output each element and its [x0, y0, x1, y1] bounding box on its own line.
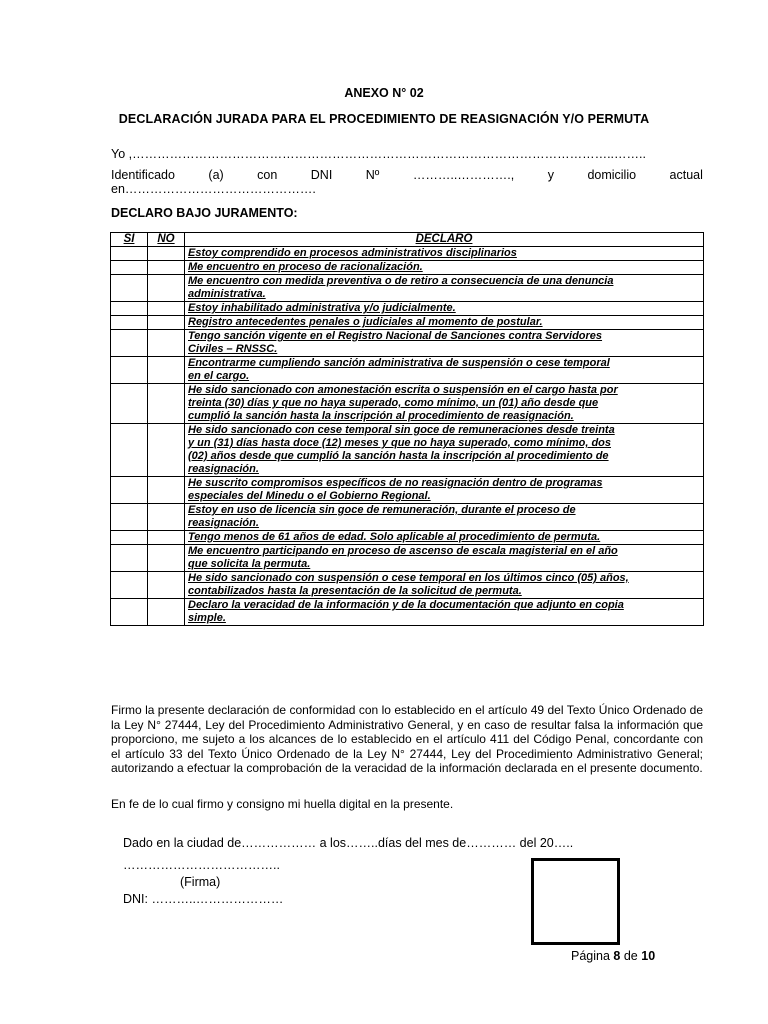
declaration-line: Me encuentro participando en proceso de ascenso de escala magisterial en el año	[188, 545, 618, 557]
identificado-word: domicilio	[587, 168, 637, 182]
declaration-line: en el cargo.	[188, 370, 250, 382]
no-checkbox-cell[interactable]	[148, 384, 185, 424]
declaration-text	[185, 504, 704, 531]
dni-line: DNI: ………..…………………	[123, 892, 284, 906]
declaration-line: Registro antecedentes penales o judiciales al momento de postular.	[188, 316, 543, 328]
no-checkbox-cell[interactable]	[148, 330, 185, 357]
declaration-line: Declaro la veracidad de la información y de la documentación que adjunto en copia	[188, 599, 624, 611]
declaration-text	[185, 477, 704, 504]
declaration-line: Estoy inhabilitado administrativa y/o judicialmente.	[188, 302, 456, 314]
annex-number: ANEXO N° 02	[344, 86, 424, 100]
declaration-text	[185, 302, 704, 316]
si-checkbox-cell[interactable]	[111, 357, 148, 384]
declaration-text	[185, 261, 704, 275]
no-checkbox-cell[interactable]	[148, 545, 185, 572]
declaration-text	[185, 572, 704, 599]
identificado-word: con	[257, 168, 278, 182]
table-row	[111, 477, 704, 504]
si-checkbox-cell[interactable]	[111, 424, 148, 477]
declaration-line: Tengo sanción vigente en el Registro Nacional de Sanciones contra Servidores	[188, 330, 603, 342]
no-checkbox-cell[interactable]	[148, 357, 185, 384]
table-row	[111, 330, 704, 357]
table-row	[111, 261, 704, 275]
si-checkbox-cell[interactable]	[111, 330, 148, 357]
identificado-word: Identificado	[111, 168, 175, 182]
identificado-word: y	[547, 168, 554, 182]
no-checkbox-cell[interactable]	[148, 316, 185, 330]
declaration-text	[185, 247, 704, 261]
declaration-line: Estoy en uso de licencia sin goce de remuneración, durante el proceso de	[188, 504, 576, 516]
table-row	[111, 531, 704, 545]
declaration-line: contabilizados hasta la presentación de la solicitud de permuta.	[188, 585, 522, 597]
table-row	[111, 316, 704, 330]
table-row	[111, 275, 704, 302]
declaration-line: He sido sancionado con cese temporal sin goce de remuneraciones desde treinta	[188, 424, 615, 436]
si-checkbox-cell[interactable]	[111, 572, 148, 599]
header-no: NO	[148, 233, 185, 247]
no-checkbox-cell[interactable]	[148, 424, 185, 477]
page-word: Página	[571, 949, 610, 963]
table-row	[111, 424, 704, 477]
si-checkbox-cell[interactable]	[111, 302, 148, 316]
domicilio-line: en……………………………………….	[111, 182, 316, 196]
declaration-line: He sido sancionado con amonestación escrita o suspensión en el cargo hasta por	[188, 384, 618, 396]
page-number	[571, 949, 655, 963]
declaration-line: He sido sancionado con suspensión o cese temporal en los últimos cinco (05) años,	[188, 572, 629, 584]
declaration-line: Tengo menos de 61 años de edad. Solo aplicable al procedimiento de permuta.	[188, 531, 601, 543]
identificado-word: Nº	[365, 168, 380, 182]
declaration-line: He suscrito compromisos específicos de no reasignación dentro de programas	[188, 477, 603, 489]
no-checkbox-cell[interactable]	[148, 572, 185, 599]
declaration-line: Civiles – RNSSC.	[188, 343, 278, 355]
table-row	[111, 504, 704, 531]
yo-line: Yo ,……………………………………………………………………………………………………..……..	[111, 147, 646, 161]
table-row	[111, 572, 704, 599]
header-si: SI	[111, 233, 148, 247]
declaration-line: simple.	[188, 612, 226, 624]
si-checkbox-cell[interactable]	[111, 477, 148, 504]
declaro-heading: DECLARO BAJO JURAMENTO:	[111, 206, 298, 220]
table-row	[111, 302, 704, 316]
signature-label: (Firma)	[180, 875, 221, 889]
declaration-line: especiales del Minedu o el Gobierno Regional.	[188, 490, 431, 502]
header-declaro: DECLARO	[185, 233, 704, 247]
declaration-text	[185, 599, 704, 626]
declaration-text	[185, 316, 704, 330]
declaration-line: Estoy comprendido en procesos administrativos disciplinarios	[188, 247, 517, 259]
firmo-paragraph: Firmo la presente declaración de conformidad con lo establecido en el artículo 49 del Texto Único Ordenado de la Ley N° 27444, Ley del Procedimiento Administrativo General, y en caso de resultar falsa la información que proporciono, me sujeto a los alcances de lo establecido en el artículo 411 del Código Penal, concordante con el artículo 33 del Texto Único Ordenado de la Ley N° 27444, Ley del Procedimiento Administrativo General; autorizando a efectuar la comprobación de la veracidad de la información declarada en el presente documento.	[111, 703, 703, 776]
no-checkbox-cell[interactable]	[148, 275, 185, 302]
date-place-line: Dado en la ciudad de……………… a los……..días del mes de………… del 20…..	[123, 836, 574, 850]
declaration-line: Me encuentro con medida preventiva o de retiro a consecuencia de una denuncia	[188, 275, 614, 287]
identificado-word: ………..………….,	[412, 168, 515, 182]
declaration-text	[185, 424, 704, 477]
declaration-line: (02) años desde que cumplió la sanción hasta la inscripción al procedimiento de	[188, 450, 609, 462]
fe-paragraph: En fe de lo cual firmo y consigno mi huella digital en la presente.	[111, 797, 454, 811]
si-checkbox-cell[interactable]	[111, 247, 148, 261]
no-checkbox-cell[interactable]	[148, 302, 185, 316]
no-checkbox-cell[interactable]	[148, 531, 185, 545]
declaration-line: administrativa.	[188, 288, 266, 300]
document-title: DECLARACIÓN JURADA PARA EL PROCEDIMIENTO DE REASIGNACIÓN Y/O PERMUTA	[118, 112, 650, 126]
si-checkbox-cell[interactable]	[111, 275, 148, 302]
declaration-line: cumplió la sanción hasta la inscripción al procedimiento de reasignación.	[188, 410, 574, 422]
declaration-text	[185, 531, 704, 545]
identificado-word: DNI	[310, 168, 333, 182]
no-checkbox-cell[interactable]	[148, 599, 185, 626]
declaration-line: y un (31) días hasta doce (12) meses y que no haya superado, como mínimo, dos	[188, 437, 612, 449]
declaration-line: treinta (30) días y que no haya superado, como mínimo, un (01) año desde que	[188, 397, 599, 409]
si-checkbox-cell[interactable]	[111, 316, 148, 330]
table-row	[111, 545, 704, 572]
fingerprint-box[interactable]	[531, 858, 620, 945]
declaration-line: reasignación.	[188, 517, 259, 529]
si-checkbox-cell[interactable]	[111, 599, 148, 626]
no-checkbox-cell[interactable]	[148, 477, 185, 504]
si-checkbox-cell[interactable]	[111, 504, 148, 531]
declaration-text	[185, 330, 704, 357]
declaration-text	[185, 384, 704, 424]
no-checkbox-cell[interactable]	[148, 504, 185, 531]
declaration-text	[185, 275, 704, 302]
identificado-word: actual	[669, 168, 703, 182]
declaration-line: que solicita la permuta.	[188, 558, 311, 570]
table-row	[111, 599, 704, 626]
si-checkbox-cell[interactable]	[111, 531, 148, 545]
declaration-line: Encontrarme cumpliendo sanción administrativa de suspensión o cese temporal	[188, 357, 610, 369]
declaration-text	[185, 545, 704, 572]
si-checkbox-cell[interactable]	[111, 261, 148, 275]
declaration-table	[110, 232, 704, 626]
declaration-line: reasignación.	[188, 463, 259, 475]
table-row	[111, 247, 704, 261]
no-checkbox-cell[interactable]	[148, 247, 185, 261]
signature-line: ………………………………..	[123, 858, 280, 872]
page-current: 8	[613, 949, 621, 963]
page-of: de	[623, 949, 638, 963]
no-checkbox-cell[interactable]	[148, 261, 185, 275]
table-row	[111, 384, 704, 424]
identificado-word: (a)	[208, 168, 224, 182]
si-checkbox-cell[interactable]	[111, 545, 148, 572]
page-total: 10	[641, 949, 656, 963]
si-checkbox-cell[interactable]	[111, 384, 148, 424]
declaration-line: Me encuentro en proceso de racionalización.	[188, 261, 423, 273]
identificado-line	[111, 168, 703, 182]
declaration-text	[185, 357, 704, 384]
table-row	[111, 357, 704, 384]
